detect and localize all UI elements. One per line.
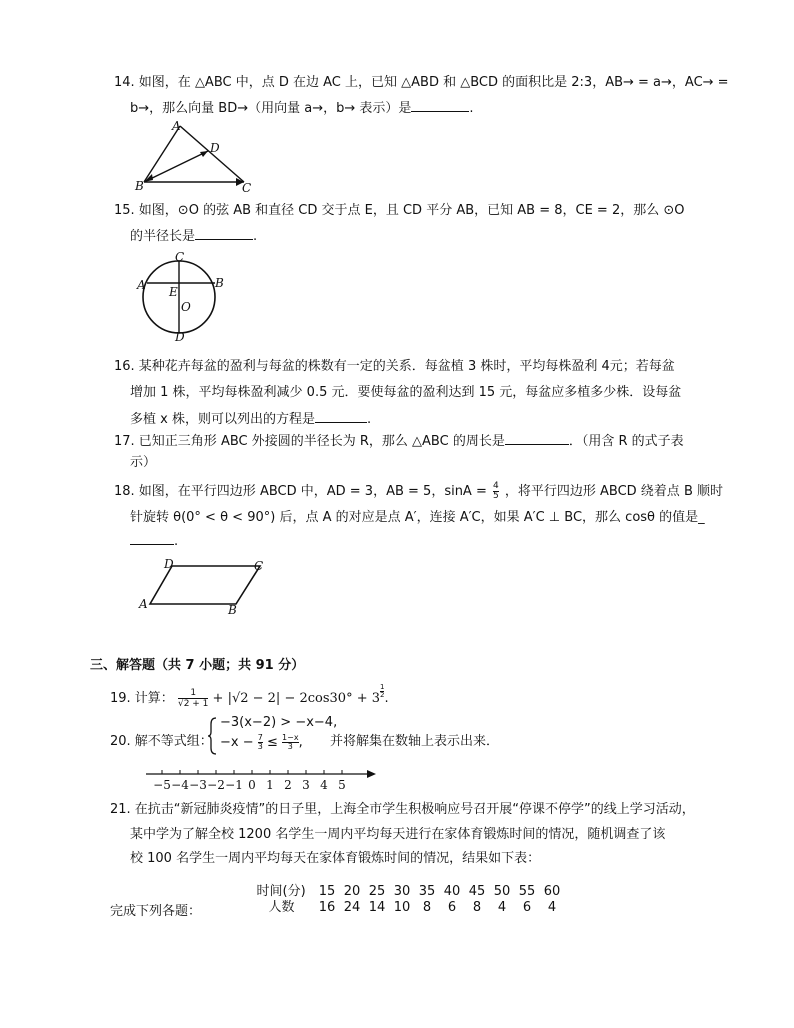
brace-icon: [208, 716, 218, 756]
q21-footer: 完成下列各题：: [110, 904, 202, 919]
table-header: 时间(分): [256, 884, 306, 899]
q16-line3: [130, 408, 371, 430]
q19-end: .: [384, 691, 389, 706]
table-cell: 10: [393, 900, 411, 915]
label-A: A: [172, 119, 181, 133]
answer-blank[interactable]: [315, 408, 367, 423]
table-cell: 4: [547, 900, 557, 915]
frac-den: 5: [493, 491, 499, 501]
inequality-1: −3(x−2) > −x−4,: [220, 715, 338, 730]
table-cell: 20: [343, 884, 361, 899]
table-cell: 55: [518, 884, 536, 899]
axis-tick-label: 1: [266, 778, 274, 792]
q19-line: [110, 683, 389, 709]
table-cell: 8: [422, 900, 432, 915]
section-title: 三、解答题（共 7 小题；共 91 分）: [90, 658, 305, 673]
ineq2-frac1: [258, 734, 263, 751]
table-cell: 6: [447, 900, 457, 915]
frac-den: 3: [287, 742, 293, 751]
q14-line2-text: b→，那么向量 BD→（用向量 a→，b→ 表示）是: [130, 101, 412, 116]
label-D: D: [164, 557, 174, 571]
label-A: A: [139, 597, 148, 611]
answer-blank[interactable]: [130, 530, 174, 545]
q17-line1: [114, 430, 684, 452]
q18-line1-text: 18. 如图，在平行四边形 ABCD 中，AD = 3，AB = 5，sinA =: [114, 484, 487, 499]
axis-tick-label: 2: [284, 778, 292, 792]
q21-line1: 21. 在抗击“新冠肺炎疫情”的日子里，上海全市学生积极响应号召开展“停课不停学”的线上学习活动，: [110, 802, 695, 817]
q16-line1: 16. 某种花卉每盆的盈利与每盆的株数有一定的关系．每盆植 3 株时，平均每株盈利 4元；若每盆: [114, 359, 675, 374]
label-O: O: [181, 300, 191, 314]
table-row: [240, 884, 565, 932]
frac-num: 1: [178, 688, 208, 699]
label-D: D: [175, 330, 185, 343]
axis-tick-label: −2: [207, 778, 225, 792]
q18-line1: [114, 482, 723, 502]
table-cell: 6: [522, 900, 532, 915]
circle-o-figure: [135, 251, 231, 343]
label-B: B: [215, 276, 224, 290]
label-E: E: [169, 285, 178, 299]
frac-num: 1−x: [282, 733, 299, 742]
table-cell: 50: [493, 884, 511, 899]
ineq2-end: ,: [298, 735, 303, 750]
axis-tick-label: 3: [302, 778, 310, 792]
sin-fraction: [493, 482, 499, 501]
label-B: B: [135, 179, 144, 193]
q14-line2-end: .: [469, 101, 474, 116]
axis-tick-label: −3: [189, 778, 207, 792]
table-cell: 25: [368, 884, 386, 899]
ineq2-pre: −x −: [220, 735, 254, 750]
q21-line2: 某中学为了解全校 1200 名学生一周内平均每天进行在家体育锻炼时间的情况，随机调查了该: [130, 827, 666, 842]
axis-tick-label: −5: [153, 778, 171, 792]
q17-line2: 示）: [130, 455, 157, 470]
q20-suffix: 并将解集在数轴上表示出来．: [330, 734, 500, 749]
table-cell: 45: [468, 884, 486, 899]
frac-num: 7: [257, 733, 263, 742]
q19-fraction: [178, 688, 208, 709]
q19-expression: + |√2 − 2| − 2cos30° + 3: [212, 691, 380, 706]
number-line: [146, 762, 378, 792]
table-cell: 40: [443, 884, 461, 899]
label-C: C: [254, 559, 264, 573]
table-cell: 60: [543, 884, 561, 899]
label-C: C: [242, 181, 252, 194]
q17-line1-end: ．（用含 R 的式子表: [568, 434, 684, 449]
table-cell: 16: [318, 900, 336, 915]
label-A: A: [137, 278, 146, 292]
q18-line2: 针旋转 θ(0° < θ < 90°) 后，点 A 的对应是点 A′，连接 A′C，如果 A′C ⊥ BC，那么 cosθ 的值是_: [130, 510, 705, 525]
parallelogram-figure: [136, 556, 274, 616]
q16-line3-text: 多植 x 株，则可以列出的方程是: [130, 412, 315, 427]
table-cell: 30: [393, 884, 411, 899]
q21-line3: 校 100 名学生一周内平均每天在家体育锻炼时间的情况，结果如下表：: [130, 851, 541, 866]
label-C: C: [175, 251, 185, 264]
table-header: 人数: [268, 900, 295, 915]
axis-tick-label: 4: [320, 778, 328, 792]
q14-line2: [130, 97, 474, 119]
table-cell: 15: [318, 884, 336, 899]
axis-tick-label: 0: [248, 778, 256, 792]
inequality-2: [220, 733, 303, 753]
axis-tick-label: −4: [171, 778, 189, 792]
q15-line1: 15. 如图，⊙O 的弦 AB 和直径 CD 交于点 E，且 CD 平分 AB，已知 AB = 8，CE = 2，那么 ⊙O: [114, 203, 685, 218]
table-cell: 4: [497, 900, 507, 915]
q16-line2: 增加 1 株，平均每株盈利减少 0.5 元．要使每盆的盈利达到 15 元，每盆应多植多少株．设每盆: [130, 385, 682, 400]
q16-line3-end: .: [366, 412, 372, 427]
label-D: D: [210, 141, 220, 155]
q15-line2: [130, 225, 257, 247]
table-cell: 14: [368, 900, 386, 915]
answer-blank[interactable]: [411, 97, 469, 112]
q18-line3-end: .: [174, 534, 179, 549]
frac-den: √2 + 1: [177, 699, 209, 709]
exp-den: 2: [380, 691, 385, 699]
table-cell: 35: [418, 884, 436, 899]
exp-num: 1: [380, 683, 385, 691]
answer-blank[interactable]: [505, 430, 569, 445]
q20-prefix: 20. 解不等式组：: [110, 734, 213, 749]
q18-line1-end: ，将平行四边形 ABCD 绕着点 B 顺时: [504, 484, 723, 499]
frac-num: 4: [493, 481, 499, 491]
q14-line1: 14. 如图，在 △ABC 中，点 D 在边 AC 上，已知 △ABD 和 △BCD 的面积比是 2:3，AB→ = a→，AC→ =: [114, 75, 729, 90]
q18-line3: [130, 530, 178, 552]
q15-line2-end: .: [253, 229, 258, 244]
ineq2-frac2: [282, 734, 299, 751]
table-cell: 8: [472, 900, 482, 915]
le-sign: ≤: [267, 735, 278, 750]
triangle-abc-figure: [132, 118, 260, 194]
q17-line1-text: 17. 已知正三角形 ABC 外接圆的半径长为 R，那么 △ABC 的周长是: [114, 434, 505, 449]
q15-line2-text: 的半径长是: [130, 229, 196, 244]
axis-tick-label: 5: [338, 778, 346, 792]
frac-den: 3: [257, 742, 263, 751]
answer-blank[interactable]: [195, 225, 253, 240]
label-B: B: [228, 603, 237, 616]
axis-tick-label: −1: [225, 778, 243, 792]
q19-prefix: 19. 计算：: [110, 691, 174, 706]
table-cell: 24: [343, 900, 361, 915]
